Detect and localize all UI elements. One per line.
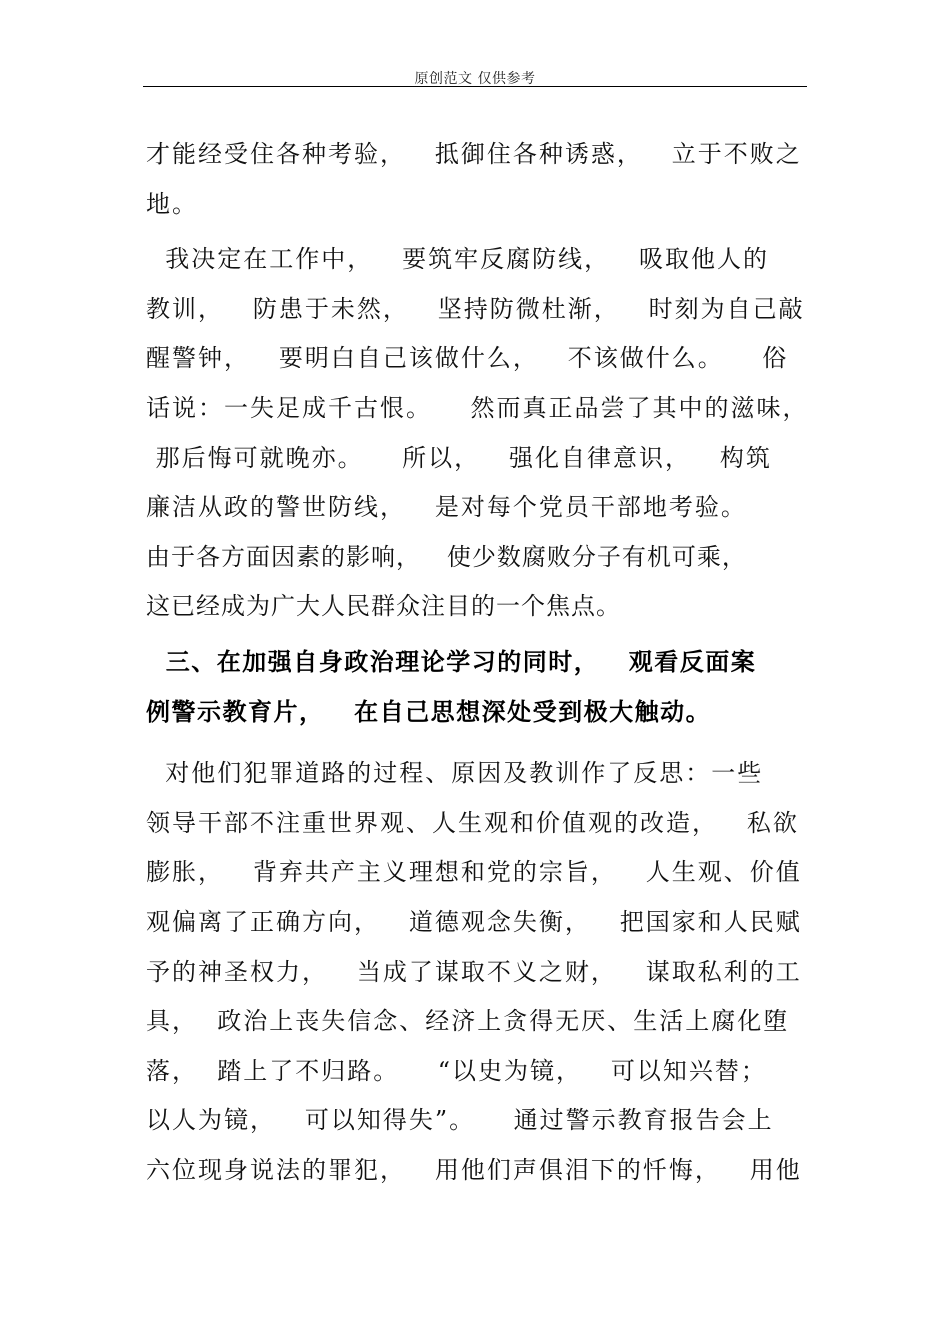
- text-line: 落， 踏上了不归路。 “以史为镜， 可以知兴替；: [146, 1056, 767, 1085]
- text-line: 那后悔可就晚亦。 所以， 强化自律意识， 构筑: [146, 443, 772, 472]
- text-line: 领导干部不注重世界观、人生观和价值观的改造， 私欲: [146, 808, 799, 837]
- paragraph-4: [146, 749, 806, 1195]
- paragraph-1: [146, 130, 806, 229]
- header-rule: [143, 86, 807, 87]
- paragraph-3: [146, 533, 806, 632]
- text-line: 教训， 防患于未然， 坚持防微杜渐， 时刻为自己敲: [146, 294, 805, 323]
- page-header: 原创范文 仅供参考: [414, 71, 536, 87]
- paragraph-2: [146, 235, 809, 533]
- text-line: 以人为镜， 可以知得失”。 通过警示教育报告会上: [146, 1106, 774, 1135]
- text-line: 廉洁从政的警世防线， 是对每个党员干部地考验。: [146, 493, 747, 522]
- text-line: 六位现身说法的罪犯， 用他们声俱泪下的忏悔， 用他: [146, 1155, 802, 1184]
- text-line: 才能经受住各种考验， 抵御住各种诱惑， 立于不败之: [146, 140, 802, 168]
- text-line: 观偏离了正确方向， 道德观念失衡， 把国家和人民赋: [146, 907, 802, 936]
- text-line: 地。: [146, 189, 198, 218]
- text-line: 我决定在工作中， 要筑牢反腐防线， 吸取他人的: [146, 245, 770, 274]
- text-line: 醒警钟， 要明白自己该做什么， 不该做什么。 俗: [146, 344, 789, 373]
- text-line: 膨胀， 背弃共产主义理想和党的宗旨， 人生观、价值: [146, 858, 802, 887]
- heading-line: 例警示教育片， 在自己思想深处受到极大触动。: [146, 697, 712, 726]
- heading-line: 三、在加强自身政治理论学习的同时， 观看反面案: [146, 647, 757, 676]
- text-line: 具， 政治上丧失信念、经济上贪得无厌、生活上腐化堕: [146, 1007, 790, 1036]
- text-line: 话说：一失足成千古恨。 然而真正品尝了其中的滋味，: [146, 393, 809, 422]
- text-line: 对他们犯罪道路的过程、原因及教训作了反思：一些: [146, 759, 764, 788]
- text-line: 由于各方面因素的影响， 使少数腐败分子有机可乘，: [146, 542, 747, 571]
- text-line: 这已经成为广大人民群众注目的一个焦点。: [146, 592, 621, 621]
- section-heading: [146, 638, 806, 737]
- document-body: [146, 130, 809, 1195]
- text-line: 予的神圣权力， 当成了谋取不义之财， 谋取私利的工: [146, 957, 802, 986]
